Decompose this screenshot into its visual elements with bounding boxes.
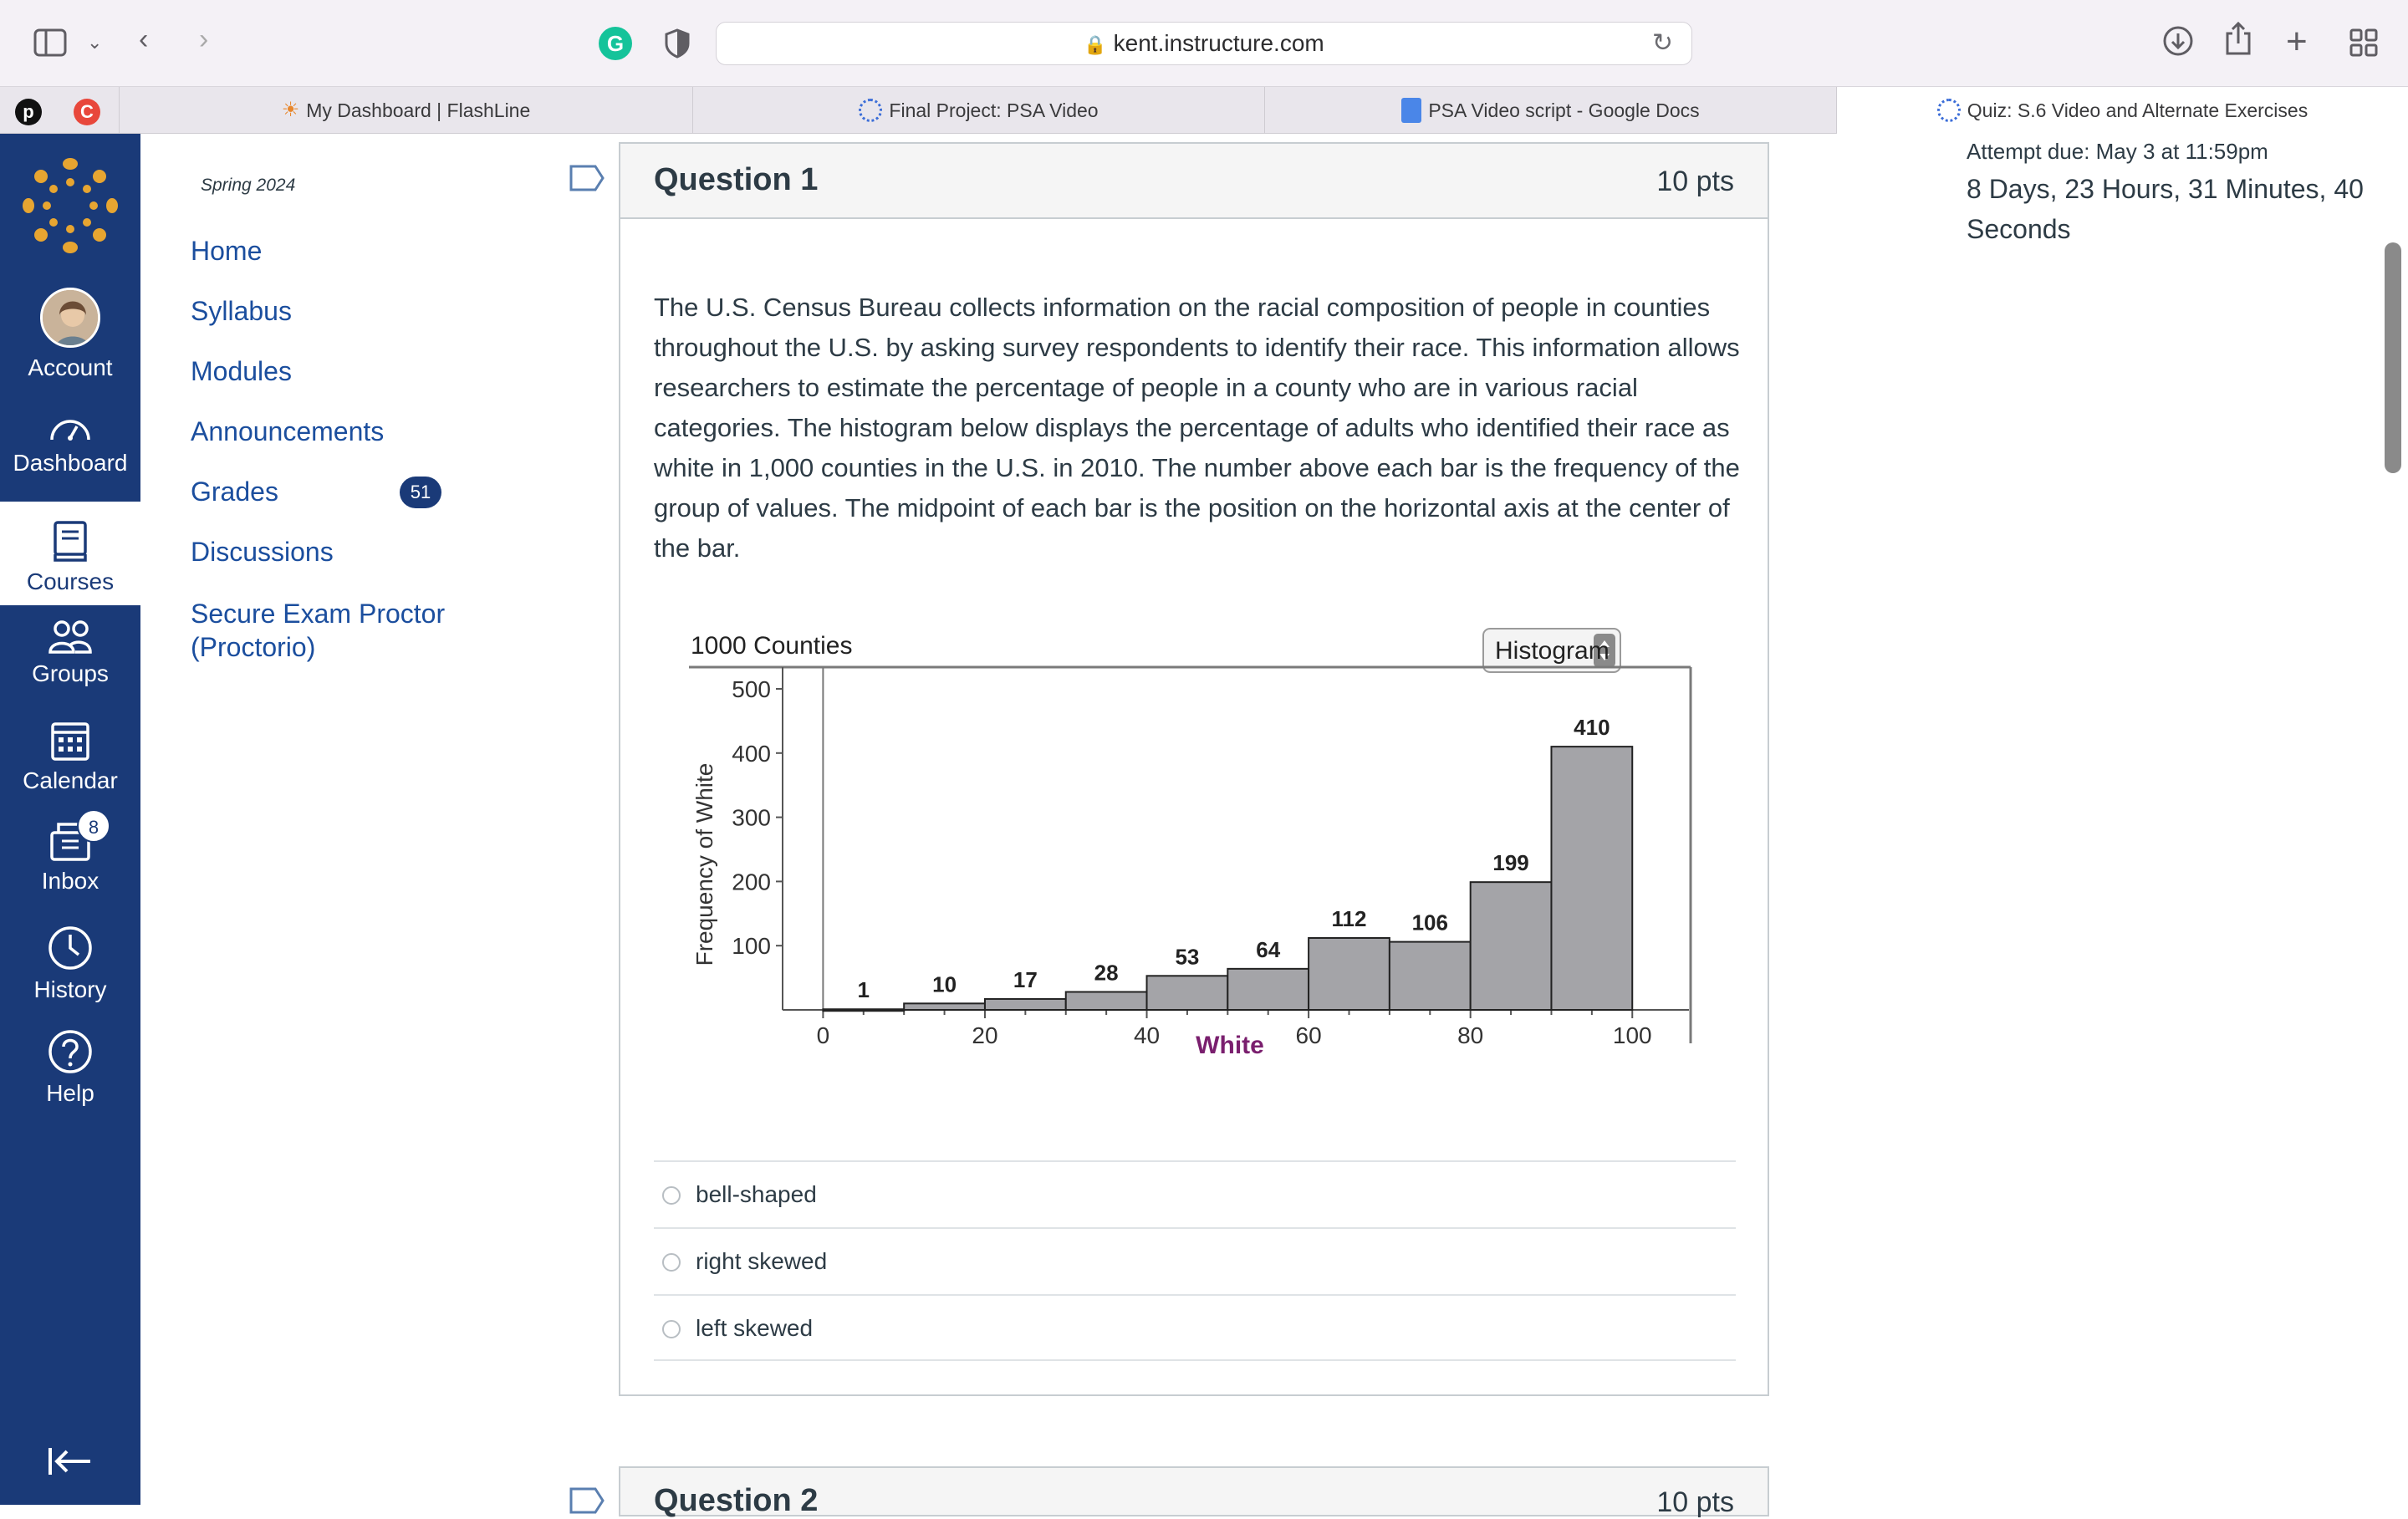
bar-value-label: 64 (1256, 936, 1281, 962)
tab-final-project[interactable]: Final Project: PSA Video (692, 87, 1264, 134)
scrollbar[interactable] (2385, 242, 2401, 473)
collapse-nav-icon[interactable] (47, 1445, 94, 1482)
term-label: Spring 2024 (201, 176, 296, 195)
avatar (40, 288, 100, 348)
browser-toolbar (0, 0, 2408, 87)
question-1 (619, 142, 1769, 1396)
question-title: Question 2 (654, 1483, 819, 1518)
new-tab-icon[interactable]: + (2286, 21, 2308, 62)
url-text: kent.instructure.com (1113, 30, 1324, 56)
back-icon[interactable]: ‹ (139, 23, 149, 55)
course-nav-announcements[interactable]: Announcements (191, 416, 385, 446)
grades-badge: 51 (400, 477, 441, 508)
course-nav-proctorio[interactable]: Secure Exam Proctor (Proctorio) (191, 599, 446, 662)
nav-courses[interactable]: Courses (0, 502, 140, 605)
histogram-bar (1390, 942, 1471, 1010)
courses-icon (52, 520, 89, 563)
bar-value-label: 410 (1574, 715, 1610, 741)
histogram-bar (1551, 747, 1632, 1010)
histogram-bar (823, 1009, 904, 1011)
histogram-bar (1147, 976, 1228, 1010)
y-tick-label: 300 (732, 804, 771, 831)
answer-option[interactable]: bell-shaped (654, 1160, 1736, 1227)
histogram-bar (904, 1003, 985, 1010)
histogram-select[interactable] (1483, 629, 1620, 672)
tab-overview-icon[interactable] (2349, 28, 2378, 62)
share-icon[interactable] (2224, 22, 2252, 62)
clock-icon (47, 925, 94, 971)
flag-question-icon[interactable] (569, 1486, 605, 1519)
chart-title: 1000 Counties (691, 632, 853, 660)
bar-value-label: 17 (1013, 966, 1038, 992)
bar-value-label: 199 (1492, 850, 1529, 876)
histogram-bar (1309, 938, 1390, 1010)
grammarly-icon[interactable]: G (599, 27, 632, 60)
bar-value-label: 106 (1411, 910, 1448, 935)
flag-question-icon[interactable] (569, 164, 605, 196)
y-tick-label: 100 (732, 933, 771, 960)
nav-groups[interactable]: Groups (0, 619, 140, 687)
y-tick-label: 500 (732, 676, 771, 702)
histogram-bar (1066, 991, 1147, 1010)
bar-value-label: 1 (857, 977, 870, 1003)
url-bar[interactable] (716, 22, 1692, 65)
calendar-icon (50, 719, 90, 762)
question-points: 10 pts (1656, 1486, 1734, 1518)
question-title: Question 1 (654, 162, 819, 197)
pinterest-pinned-tab[interactable]: p (15, 99, 42, 125)
bar-value-label: 28 (1094, 960, 1119, 986)
x-tick-label: 20 (972, 1022, 998, 1048)
reload-icon[interactable]: ↻ (1651, 29, 1673, 57)
radio-button[interactable] (662, 1186, 681, 1205)
help-icon (47, 1028, 94, 1075)
answer-options (654, 1160, 1736, 1361)
course-nav-syllabus[interactable]: Syllabus (191, 296, 292, 326)
forward-icon[interactable]: › (199, 23, 209, 55)
course-nav-grades[interactable]: Grades (191, 477, 278, 507)
canvas-logo[interactable] (22, 157, 119, 258)
nav-history[interactable]: History (0, 925, 140, 1003)
course-nav-home[interactable]: Home (191, 236, 263, 266)
answer-option[interactable]: left skewed (654, 1294, 1736, 1361)
course-nav-modules[interactable]: Modules (191, 356, 292, 386)
tab-quiz[interactable]: Quiz: S.6 Video and Alternate Exercises (1836, 87, 2408, 134)
radio-button[interactable] (662, 1253, 681, 1272)
pinned-tab-red[interactable]: C (74, 99, 100, 125)
histogram-select-label: Histogram (1495, 637, 1610, 665)
nav-help[interactable]: Help (0, 1028, 140, 1107)
question-text: The U.S. Census Bureau collects information on the racial composition of people in counties throughout the U.S. by asking survey respondents to identify their race. This information allows researchers to estimate the percentage of people in a county who are in various racial categories. The histogram below displays the percentage of adults who identified their race as white in 1,000 counties in the U.S. in 2010. The number above each bar is the frequency of the group of values. The midpoint of each bar is the position on the horizontal axis at the center of the bar. (654, 293, 1740, 563)
x-axis-label: White (1196, 1032, 1264, 1059)
bar-value-label: 53 (1175, 944, 1200, 970)
sidebar-toggle-icon[interactable] (33, 28, 67, 62)
nav-inbox[interactable]: Inbox 8 (0, 819, 140, 895)
tab-google-docs[interactable]: PSA Video script - Google Docs (1264, 87, 1836, 134)
chevron-down-icon[interactable]: ⌄ (87, 32, 103, 53)
y-tick-label: 200 (732, 869, 771, 895)
x-tick-label: 0 (816, 1022, 830, 1048)
groups-icon (47, 619, 94, 655)
nav-account[interactable]: Account (0, 288, 140, 381)
shield-icon[interactable] (664, 28, 691, 63)
tab-bar (0, 87, 2408, 134)
question-header (620, 144, 1768, 219)
histogram-bar (1227, 969, 1309, 1010)
question-2 (619, 1466, 1769, 1516)
x-tick-label: 80 (1457, 1022, 1484, 1048)
nav-dashboard[interactable]: Dashboard (0, 411, 140, 477)
x-tick-label: 40 (1133, 1022, 1161, 1048)
course-nav-discussions[interactable]: Discussions (191, 537, 334, 567)
lock-icon: 🔒 (1084, 34, 1107, 55)
bar-value-label: 112 (1331, 905, 1367, 931)
google-docs-icon (1401, 98, 1421, 123)
global-nav (0, 134, 140, 1505)
y-tick-label: 400 (732, 740, 771, 767)
canvas-icon (1937, 99, 1961, 122)
question-points: 10 pts (1656, 166, 1734, 197)
inbox-badge: 8 (77, 809, 110, 843)
bar-value-label: 10 (932, 971, 957, 997)
histogram-bar (1471, 882, 1552, 1010)
histogram-chart (687, 612, 1724, 1080)
canvas-icon (859, 99, 882, 122)
tab-flashline[interactable]: ☀ My Dashboard | FlashLine (119, 87, 692, 134)
nav-calendar[interactable]: Calendar (0, 719, 140, 794)
x-tick-label: 100 (1612, 1022, 1652, 1048)
y-axis-label: Frequency of White (691, 762, 717, 966)
time-remaining: 8 Days, 23 Hours, 31 Minutes, 40 Seconds (1967, 174, 2364, 244)
radio-button[interactable] (662, 1320, 681, 1338)
histogram-bar (985, 999, 1066, 1010)
dashboard-icon (48, 411, 92, 445)
x-tick-label: 60 (1295, 1022, 1322, 1048)
flashline-icon: ☀ (281, 98, 300, 121)
answer-option[interactable]: right skewed (654, 1227, 1736, 1294)
download-icon[interactable] (2162, 25, 2194, 62)
attempt-due: Attempt due: May 3 at 11:59pm (1967, 139, 2268, 164)
